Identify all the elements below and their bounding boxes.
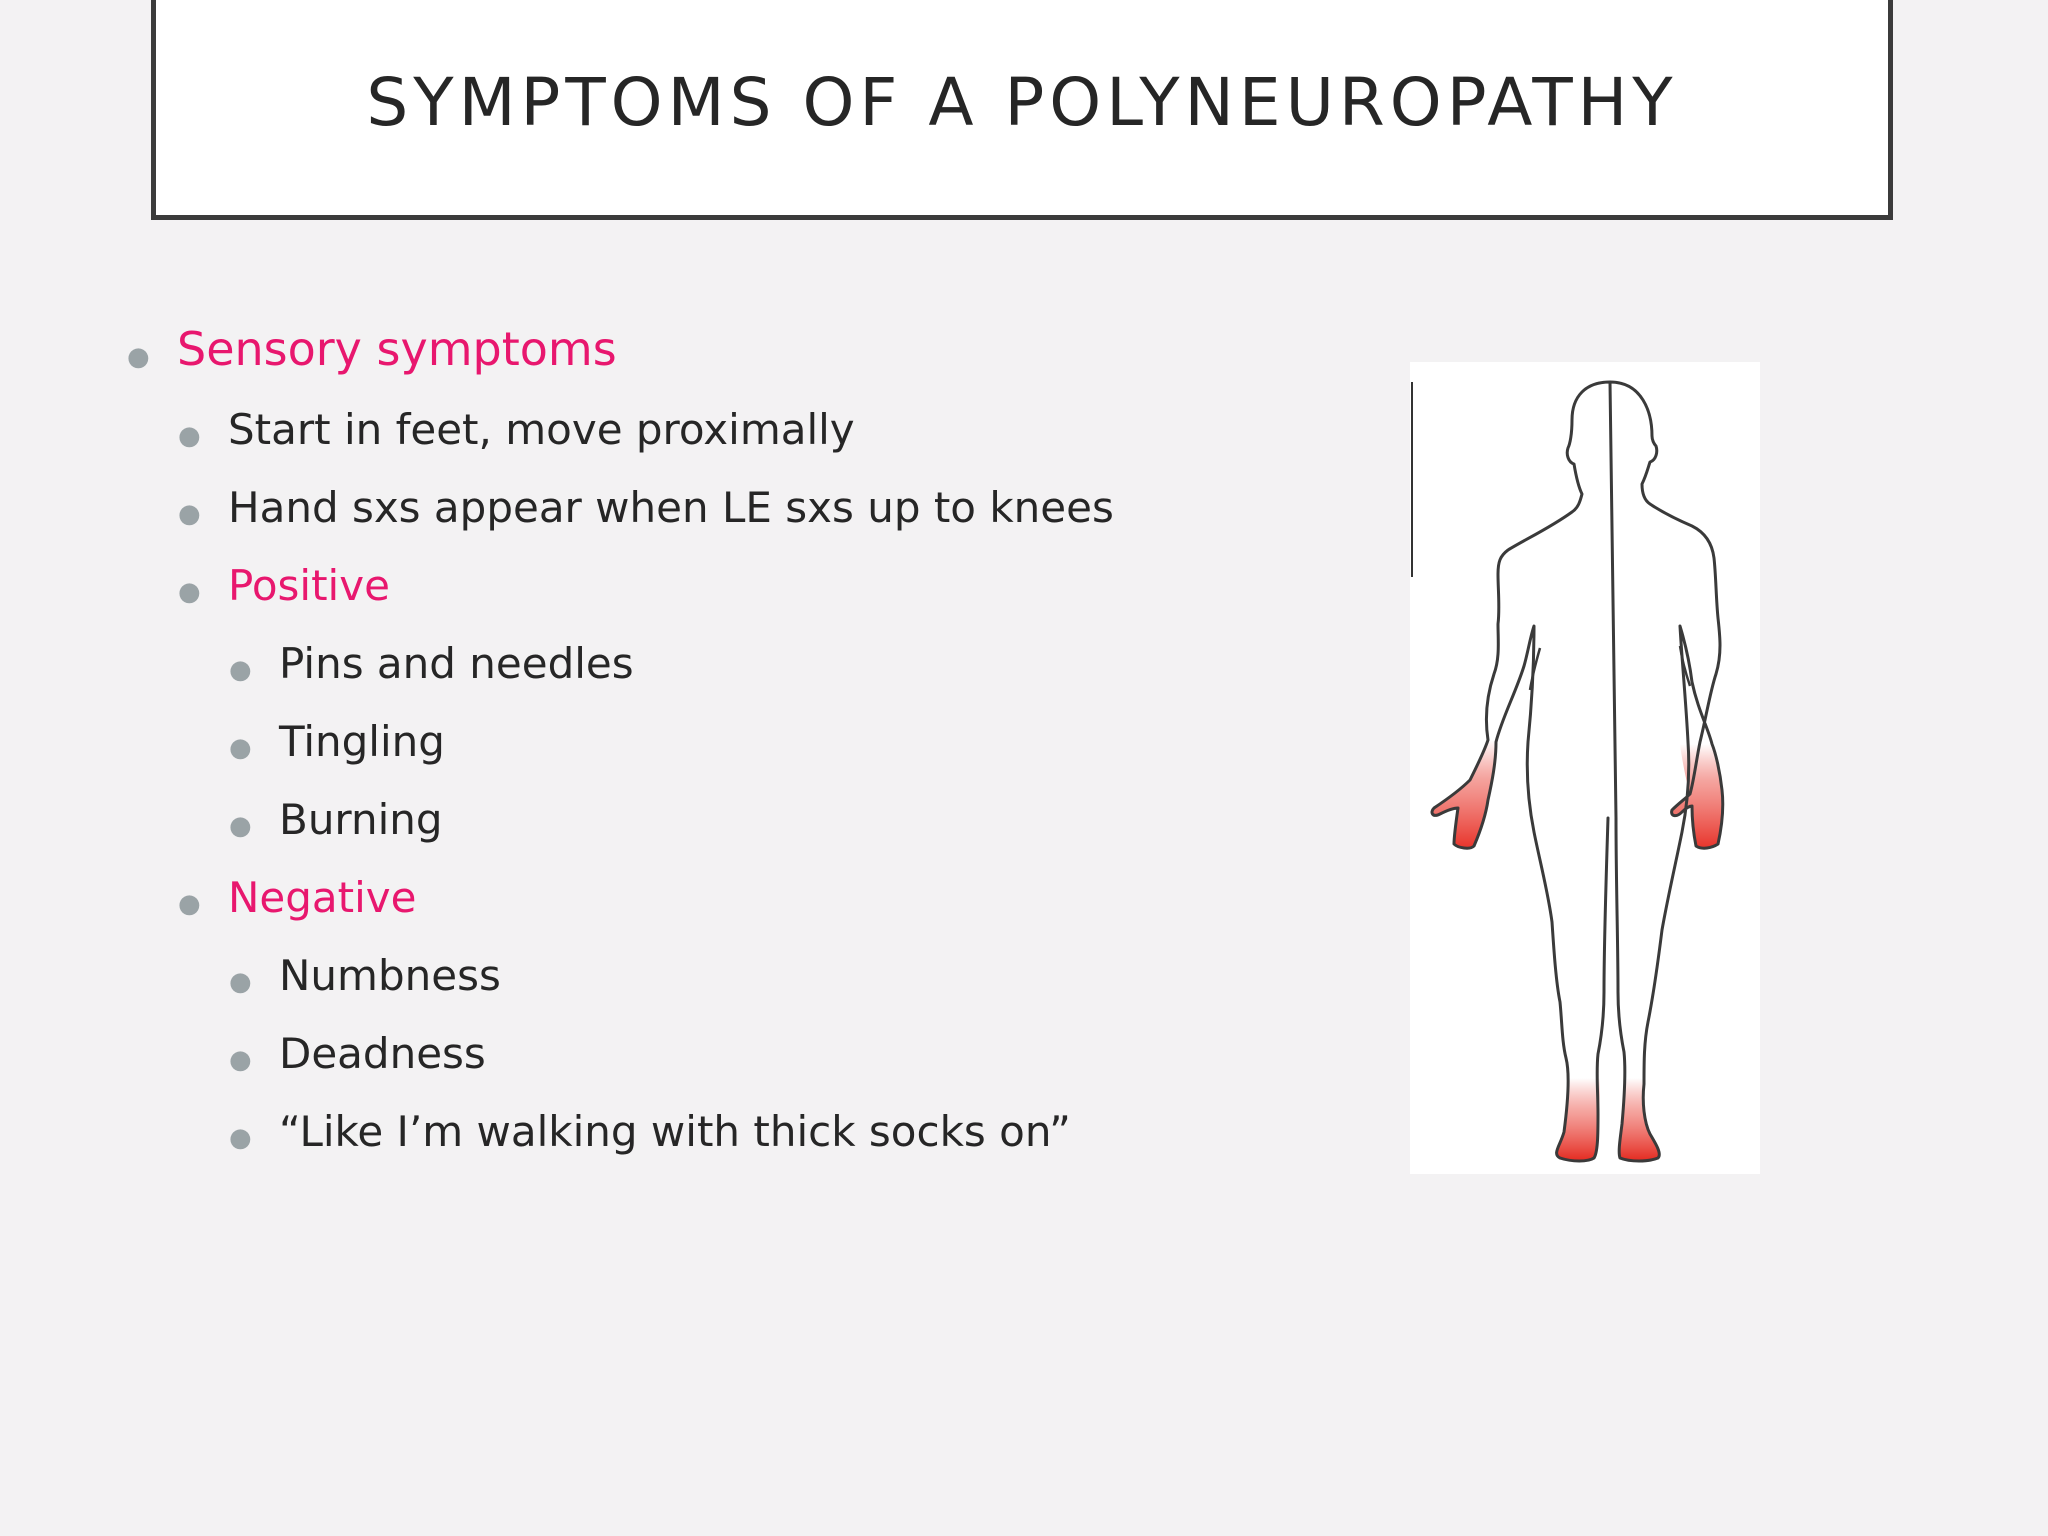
bullet-positive [178,561,390,610]
bullet-numbness [229,951,501,1000]
bullet-text: Tingling [279,717,445,766]
bullet-tingling [229,717,445,766]
bullet-hand-sxs [178,483,1114,532]
human-body-outline-icon [1410,362,1760,1174]
bullet-text: Start in feet, move proximally [228,405,855,454]
body-figure [1410,362,1760,1174]
bullet-dot: ● [229,655,252,685]
bullet-socks [229,1107,1071,1156]
bullet-dot: ● [229,1123,252,1153]
bullet-dot: ● [229,733,252,763]
bullet-start-feet [178,405,855,454]
bullet-deadness [229,1029,486,1078]
bullet-dot: ● [178,889,201,919]
bullet-text: Negative [228,873,417,922]
bullet-text: Positive [228,561,390,610]
bullet-text: Numbness [279,951,501,1000]
bullet-dot: ● [178,577,201,607]
left-foot-red-area [1557,1078,1600,1161]
left-hand-red-area [1432,740,1496,848]
bullet-dot: ● [178,499,201,529]
bullet-pins [229,639,634,688]
bullet-negative [178,873,417,922]
bullet-dot: ● [229,1045,252,1075]
bullet-text: Burning [279,795,443,844]
bullet-dot: ● [127,342,150,372]
bullet-burning [229,795,443,844]
bullet-text: Deadness [279,1029,486,1078]
bullet-text: Sensory symptoms [177,322,617,376]
bullet-dot: ● [229,967,252,997]
bullet-text: Pins and needles [279,639,634,688]
body-outline [1432,382,1723,1161]
slide-title: SYMPTOMS OF A POLYNEUROPATHY [366,64,1678,141]
bullet-dot: ● [229,811,252,841]
bullet-sensory [127,322,617,376]
bullet-text: Hand sxs appear when LE sxs up to knees [228,483,1114,532]
bullet-text: “Like I’m walking with thick socks on” [279,1107,1071,1156]
bullet-dot: ● [178,421,201,451]
